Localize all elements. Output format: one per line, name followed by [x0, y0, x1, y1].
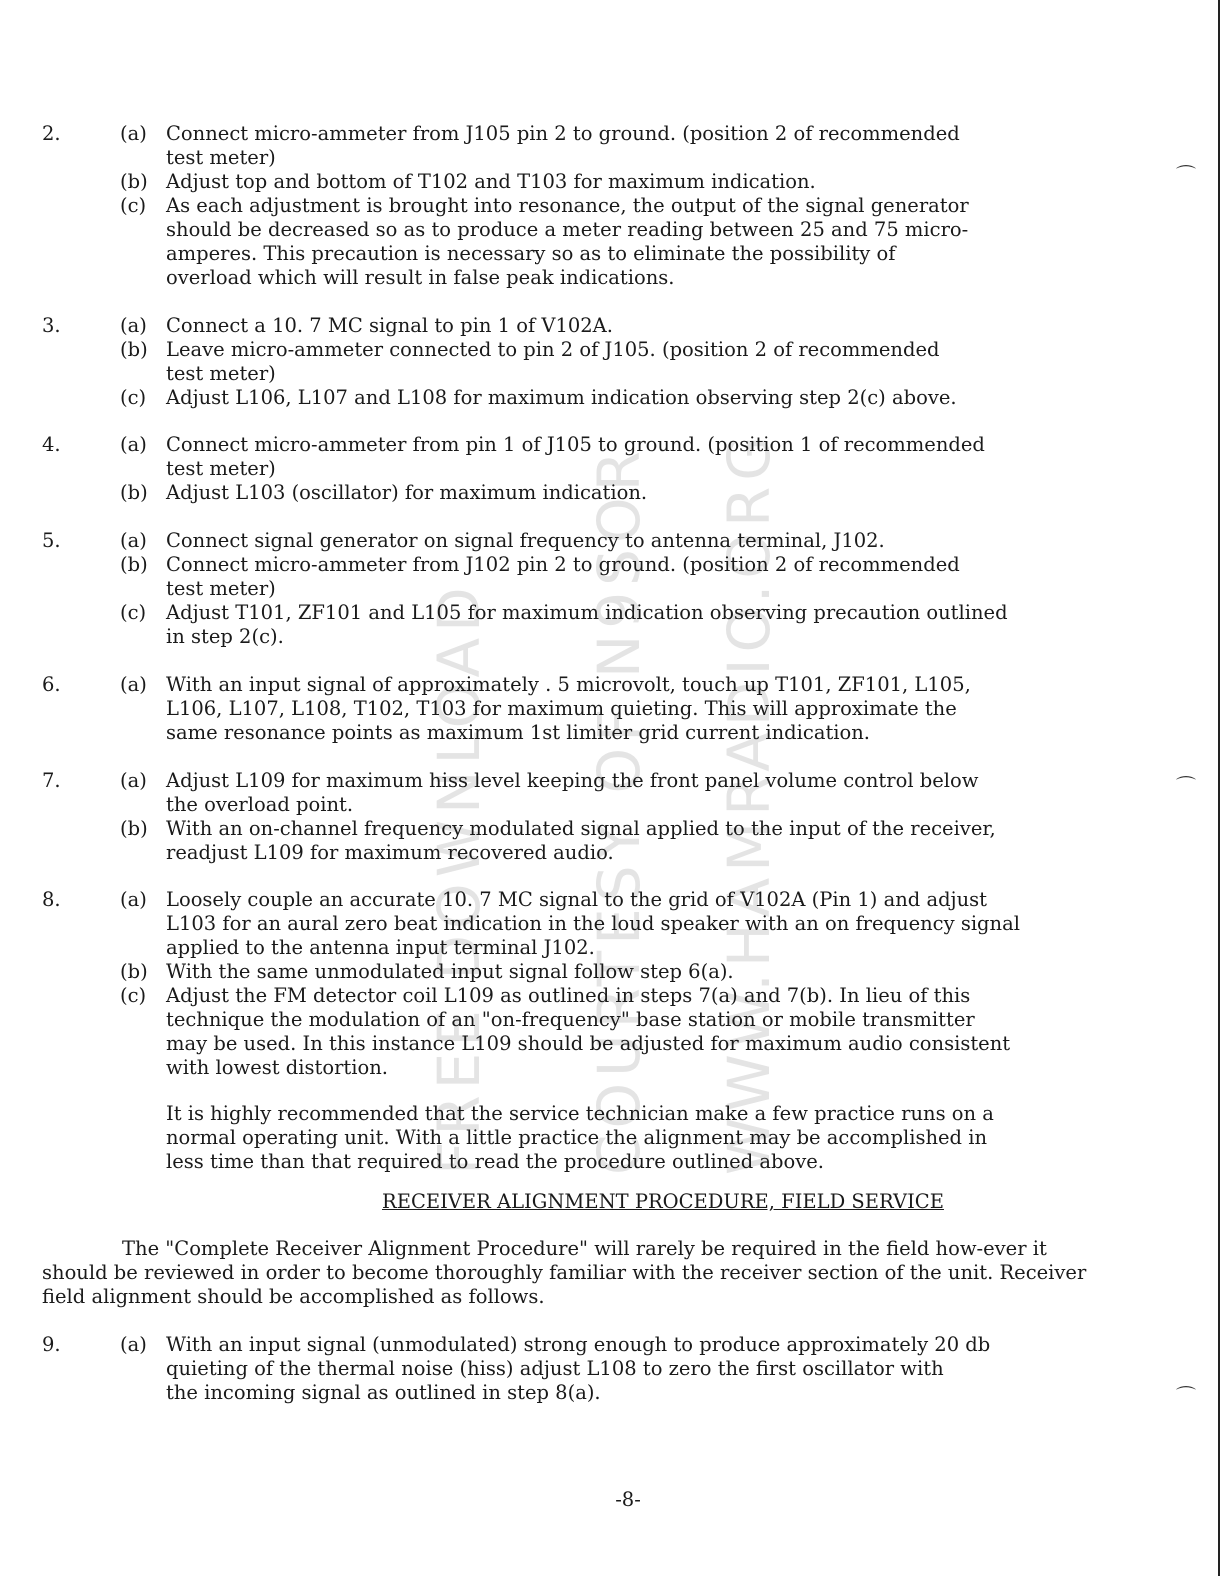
step-number: 2.	[42, 122, 61, 145]
sub-step-letter: (c)	[120, 386, 147, 409]
sub-step-text: With an input signal (unmodulated) strong enough to produce approximately 20 db quieting of the thermal noise (hiss) adjust L108 to zero the first oscillator with the incoming signal as outlined in step 8(a).	[166, 1333, 991, 1404]
sub-step-letter: (a)	[120, 314, 147, 337]
sub-step-letter: (c)	[120, 194, 147, 217]
sub-step-text: Adjust T101, ZF101 and L105 for maximum indication observing precaution outlined in step 2(c).	[166, 601, 1008, 648]
sub-step-text: Adjust the FM detector coil L109 as outlined in steps 7(a) and 7(b). In lieu of this technique the modulation of an "on-frequency" base station or mobile transmitter may be used. In this instance L109 should be adjusted for maximum audio consistent with lowest distortion.	[166, 984, 1011, 1079]
step-number: 3.	[42, 314, 61, 337]
sub-step	[0, 529, 1226, 553]
sub-step-letter: (a)	[120, 122, 147, 145]
step-5	[0, 529, 1226, 649]
sub-step-text: Adjust L103 (oscillator) for maximum indication.	[166, 481, 648, 504]
step-number: 8.	[42, 888, 61, 911]
sub-step	[0, 888, 1226, 960]
sub-step	[0, 673, 1226, 745]
margin-mark: ⌒	[1176, 163, 1196, 187]
sub-step-letter: (b)	[120, 338, 148, 361]
sub-step-text: As each adjustment is brought into resonance, the output of the signal generator should be decreased so as to produce a meter reading between 25 and 75 micro- amperes. This precaution is necessary so as to eliminate the possibility of overload which will result in false peak indications.	[166, 194, 969, 289]
sub-step	[0, 960, 1226, 984]
sub-step-text: Connect a 10. 7 MC signal to pin 1 of V102A.	[166, 314, 613, 337]
margin-mark: ⌒	[1176, 1384, 1196, 1408]
sub-step-text: With an on-channel frequency modulated signal applied to the input of the receiver, readjust L109 for maximum recovered audio.	[166, 817, 996, 864]
sub-step-letter: (a)	[120, 433, 147, 456]
sub-step-letter: (c)	[120, 984, 147, 1007]
step-number: 4.	[42, 433, 61, 456]
sub-step-letter: (c)	[120, 601, 147, 624]
sub-step-letter: (b)	[120, 817, 148, 840]
sub-step	[0, 314, 1226, 338]
sub-step	[0, 433, 1226, 481]
margin-mark: ⌒	[1176, 774, 1196, 798]
step-number: 6.	[42, 673, 61, 696]
step-4	[0, 433, 1226, 505]
sub-step	[0, 601, 1226, 649]
page-number: -8-	[615, 1488, 641, 1511]
sub-step-text: With an input signal of approximately . 5 microvolt, touch up T101, ZF101, L105, L106, L107, L108, T102, T103 for maximum quieting. This will approximate the same resonance points as maximum 1st limiter grid current indication.	[166, 673, 971, 744]
sub-step-letter: (a)	[120, 769, 147, 792]
step-number: 9.	[42, 1333, 61, 1356]
sub-step-letter: (b)	[120, 553, 148, 576]
sub-step-text: Connect micro-ammeter from pin 1 of J105 to ground. (position 1 of recommended test meter)	[166, 433, 985, 480]
sub-step-letter: (b)	[120, 960, 148, 983]
watermark-line-1: FREE DOWNLOAD	[425, 581, 493, 1175]
sub-step-text: Loosely couple an accurate 10. 7 MC signal to the grid of V102A (Pin 1) and adjust L103 for an aural zero beat indication in the loud speaker with an on frequency signal applied to the antenna input terminal J102.	[166, 888, 1020, 959]
sub-step-text: Connect micro-ammeter from J102 pin 2 to ground. (position 2 of recommended test meter)	[166, 553, 960, 600]
sub-step	[0, 122, 1226, 170]
watermark-line-2: COURTESY OF N9SOR	[585, 445, 653, 1175]
sub-step	[0, 984, 1226, 1080]
sub-step-letter: (b)	[120, 481, 148, 504]
sub-step-text: Adjust top and bottom of T102 and T103 for maximum indication.	[166, 170, 816, 193]
step-7	[0, 769, 1226, 865]
sub-step-letter: (a)	[120, 888, 147, 911]
sub-step-text: With the same unmodulated input signal follow step 6(a).	[166, 960, 734, 983]
step-3	[0, 314, 1226, 410]
sub-step-letter: (a)	[120, 529, 147, 552]
sub-step-text: Adjust L106, L107 and L108 for maximum indication observing step 2(c) above.	[166, 386, 957, 409]
section-heading: RECEIVER ALIGNMENT PROCEDURE, FIELD SERVICE	[382, 1190, 944, 1213]
sub-step	[0, 769, 1226, 817]
sub-step-text: Leave micro-ammeter connected to pin 2 of J105. (position 2 of recommended test meter)	[166, 338, 940, 385]
intro-paragraph: The "Complete Receiver Alignment Procedure" will rarely be required in the field how-ever it should be reviewed in order to become thoroughly familiar with the receiver section of the unit. Receiver field alignment should be accomplished as follows.	[42, 1237, 1087, 1308]
sub-step-text: Connect signal generator on signal frequency to antenna terminal, J102.	[166, 529, 885, 552]
sub-step	[0, 194, 1226, 290]
sub-step	[0, 338, 1226, 386]
sub-step	[0, 817, 1226, 865]
sub-step	[0, 553, 1226, 601]
step-2	[0, 122, 1226, 290]
step-number: 5.	[42, 529, 61, 552]
step-6	[0, 673, 1226, 745]
sub-step-letter: (b)	[120, 170, 148, 193]
step-8	[0, 888, 1226, 1080]
sub-step	[0, 481, 1226, 505]
step-9	[0, 1333, 1226, 1408]
watermark-line-3: WWW.HAMRADIO.ORG	[715, 429, 783, 1175]
step-number: 7.	[42, 769, 61, 792]
sub-step-letter: (a)	[120, 1333, 147, 1356]
sub-step-text: Connect micro-ammeter from J105 pin 2 to ground. (position 2 of recommended test meter)	[166, 122, 960, 169]
sub-step	[0, 170, 1226, 194]
practice-note: It is highly recommended that the service technician make a few practice runs on a normal operating unit. With a little practice the alignment may be accomplished in less time than that required to read the procedure outlined above.	[166, 1102, 994, 1173]
sub-step-letter: (a)	[120, 673, 147, 696]
sub-step	[0, 386, 1226, 410]
sub-step	[0, 1333, 1226, 1408]
sub-step-text: Adjust L109 for maximum hiss level keeping the front panel volume control below the overload point.	[166, 769, 979, 816]
